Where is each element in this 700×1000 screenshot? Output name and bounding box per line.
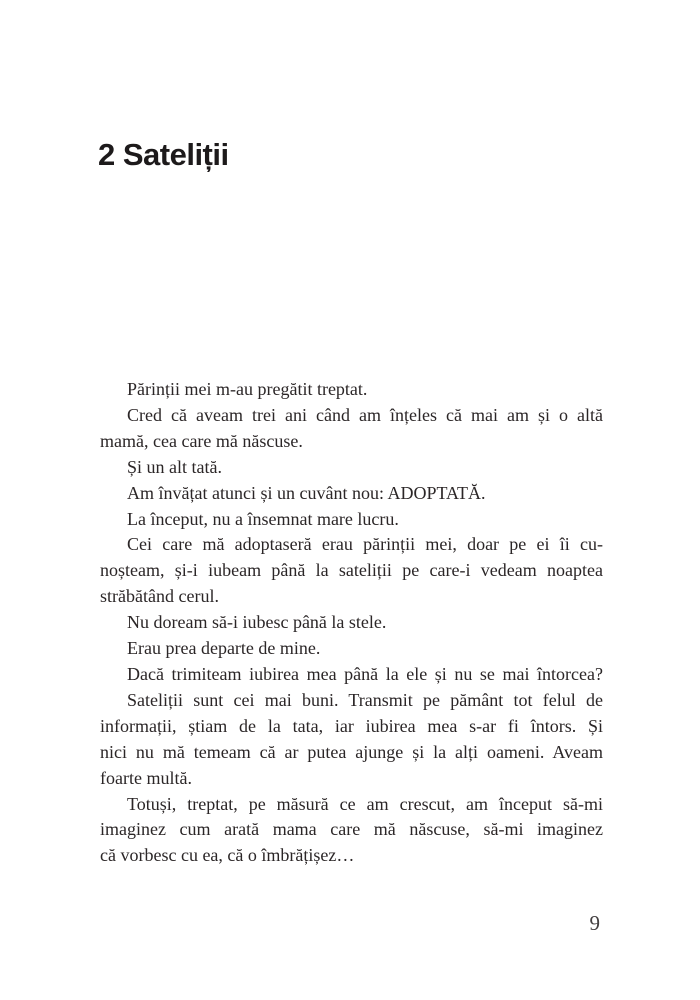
text-line: Nu doream să-i iubesc până la stele. xyxy=(127,612,387,633)
text-line: nici nu mă temeam că ar putea ajunge și la alți oameni. Aveam xyxy=(100,741,603,762)
paragraph xyxy=(100,507,603,533)
text-line: Dacă trimiteam iubirea mea până la ele și nu se mai întorcea? xyxy=(127,663,603,684)
text-line: că vorbesc cu ea, că o îmbrățișez… xyxy=(100,845,355,866)
paragraph xyxy=(100,688,603,792)
paragraph xyxy=(100,636,603,662)
paragraph xyxy=(100,455,603,481)
text-line: Totuși, treptat, pe măsură ce am crescut, am început să-mi xyxy=(127,793,603,814)
text-line: noșteam, și-i iubeam până la sateliții pe care-i vedeam noaptea xyxy=(100,560,603,581)
text-line: străbătând cerul. xyxy=(100,586,219,607)
text-line: imaginez cum arată mama care mă născuse, să-mi imaginez xyxy=(100,819,603,840)
page-number: 9 xyxy=(589,911,600,935)
text-line: informații, știam de la tata, iar iubirea mea s-ar fi întors. Și xyxy=(100,715,603,736)
text-line: Cei care mă adoptaseră erau părinții mei, doar pe ei îi cu- xyxy=(127,534,603,555)
text-line: Cred că aveam trei ani când am înțeles că mai am și o altă xyxy=(127,404,603,425)
text-line: Sateliții sunt cei mai buni. Transmit pe pământ tot felul de xyxy=(127,689,603,710)
body-text xyxy=(100,377,603,869)
text-line: foarte multă. xyxy=(100,767,192,788)
text-line: Erau prea departe de mine. xyxy=(127,638,321,659)
paragraph xyxy=(100,792,603,870)
paragraph xyxy=(100,662,603,688)
paragraph xyxy=(100,377,603,403)
paragraph xyxy=(100,481,603,507)
paragraph xyxy=(100,403,603,455)
text-line: mamă, cea care mă născuse. xyxy=(100,430,303,451)
text-line: Și un alt tată. xyxy=(127,456,222,477)
text-line: Am învățat atunci și un cuvânt nou: ADOPTATĂ. xyxy=(127,482,486,503)
text-line: Părinții mei m-au pregătit treptat. xyxy=(127,379,368,399)
chapter-heading: 2 Sateliții xyxy=(98,137,229,172)
paragraph xyxy=(100,532,603,610)
paragraph xyxy=(100,610,603,636)
text-line: La început, nu a însemnat mare lucru. xyxy=(127,508,399,529)
